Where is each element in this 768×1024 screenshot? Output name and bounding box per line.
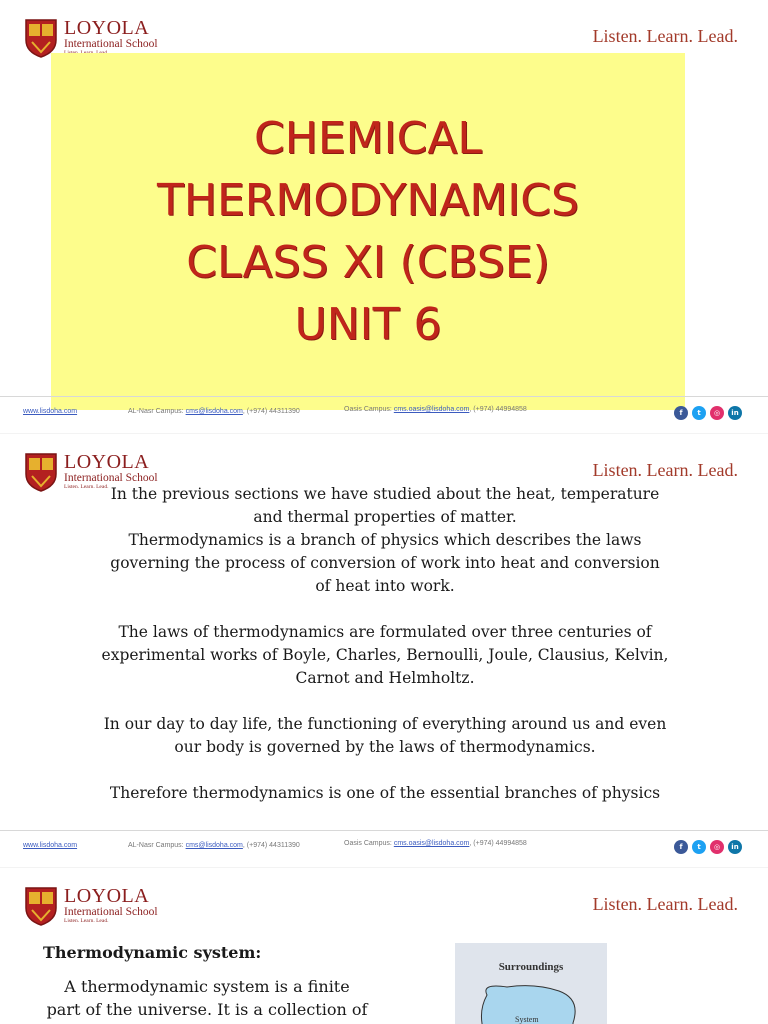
campus1-label: AL-Nasr Campus: (128, 842, 184, 849)
campus1-contact: AL-Nasr Campus: cms@lisdoha.com, (+974) 44311390 (128, 842, 300, 849)
social-links (674, 840, 742, 854)
text-line: Carnot and Helmholtz. (295, 669, 475, 687)
linkedin-icon[interactable]: in (728, 840, 742, 854)
text-line: In the previous sections we have studied about the heat, temperature (110, 485, 660, 503)
text-line: In our day to day life, the functioning of everything around us and even (103, 715, 667, 733)
school-name: LOYOLA (64, 451, 150, 473)
website-link[interactable]: www.lisdoha.com (23, 408, 78, 415)
website-link[interactable]: www.lisdoha.com (23, 842, 78, 849)
text-line: of heat into work. (315, 577, 455, 595)
title-line: CLASS XI (CBSE) (186, 236, 550, 288)
campus2-email[interactable]: cms.oasis@lisdoha.com (393, 406, 470, 413)
instagram-icon[interactable]: ◎ (710, 840, 724, 854)
text-line: experimental works of Boyle, Charles, Bernoulli, Joule, Clausius, Kelvin, (101, 646, 669, 664)
campus1-email[interactable]: cms@lisdoha.com (185, 408, 243, 415)
surroundings-label: Surroundings (498, 961, 564, 973)
tagline: Listen. Learn. Lead. (592, 894, 738, 914)
text-line: Thermodynamics is a branch of physics which describes the laws (128, 531, 642, 549)
slide-footer (0, 830, 768, 867)
slide-system (0, 868, 768, 1024)
school-name: LOYOLA (64, 885, 150, 907)
system-description (40, 975, 374, 1021)
instagram-icon[interactable]: ◎ (710, 406, 724, 420)
school-subtitle: International School (64, 472, 158, 484)
school-motto: Listen. Learn. Lead. (64, 484, 109, 490)
section-heading: Thermodynamic system: (43, 943, 262, 962)
system-blob (455, 943, 607, 1024)
paragraph (60, 782, 710, 805)
linkedin-icon[interactable]: in (728, 406, 742, 420)
twitter-icon[interactable]: t (692, 406, 706, 420)
twitter-icon[interactable]: t (692, 840, 706, 854)
text-line: A thermodynamic system is a finite (64, 977, 350, 996)
text-line: governing the process of conversion of work into heat and conversion (110, 554, 660, 572)
campus2-email[interactable]: cms.oasis@lisdoha.com (393, 840, 470, 847)
intro-text (60, 483, 710, 805)
tagline: Listen. Learn. Lead. (592, 26, 738, 46)
campus1-contact: AL-Nasr Campus: cms@lisdoha.com, (+974) 44311390 (128, 408, 300, 415)
campus2-contact: Oasis Campus: cms.oasis@lisdoha.com, (+974) 44994858 (344, 406, 527, 413)
paragraph (60, 483, 710, 598)
system-diagram (455, 943, 607, 1024)
school-motto: Listen. Learn. Lead. (64, 918, 109, 924)
campus2-phone: (+974) 44994858 (473, 406, 527, 413)
text-line: Therefore thermodynamics is one of the essential branches of physics (109, 784, 661, 802)
slide-title (0, 0, 768, 433)
paragraph (60, 713, 710, 759)
facebook-icon[interactable]: f (674, 406, 688, 420)
slide-footer (0, 396, 768, 433)
campus1-label: AL-Nasr Campus: (128, 408, 184, 415)
crest-icon (24, 886, 58, 926)
campus1-email[interactable]: cms@lisdoha.com (185, 842, 243, 849)
school-subtitle: International School (64, 38, 158, 50)
campus2-phone: (+974) 44994858 (473, 840, 527, 847)
text-line: The laws of thermodynamics are formulated over three centuries of (118, 623, 652, 641)
campus2-label: Oasis Campus: (344, 840, 392, 847)
title-line: THERMODYNAMICS (157, 174, 579, 226)
title-line: CHEMICAL (254, 112, 482, 164)
text-line: part of the universe. It is a collection of (46, 1000, 368, 1019)
campus1-phone: (+974) 44311390 (246, 408, 300, 415)
school-subtitle: International School (64, 906, 158, 918)
facebook-icon[interactable]: f (674, 840, 688, 854)
tagline: Listen. Learn. Lead. (592, 460, 738, 480)
social-links (674, 406, 742, 420)
paragraph (60, 621, 710, 690)
title-box (51, 53, 685, 410)
campus1-phone: (+974) 44311390 (246, 842, 300, 849)
title-line: UNIT 6 (294, 298, 442, 350)
text-line: and thermal properties of matter. (253, 508, 517, 526)
school-name: LOYOLA (64, 17, 150, 39)
campus2-contact: Oasis Campus: cms.oasis@lisdoha.com, (+974) 44994858 (344, 840, 527, 847)
crest-icon (24, 452, 58, 492)
slide-intro (0, 434, 768, 867)
crest-icon (24, 18, 58, 58)
campus2-label: Oasis Campus: (344, 406, 392, 413)
text-line: our body is governed by the laws of thermodynamics. (174, 738, 596, 756)
system-label: System (515, 1015, 539, 1024)
